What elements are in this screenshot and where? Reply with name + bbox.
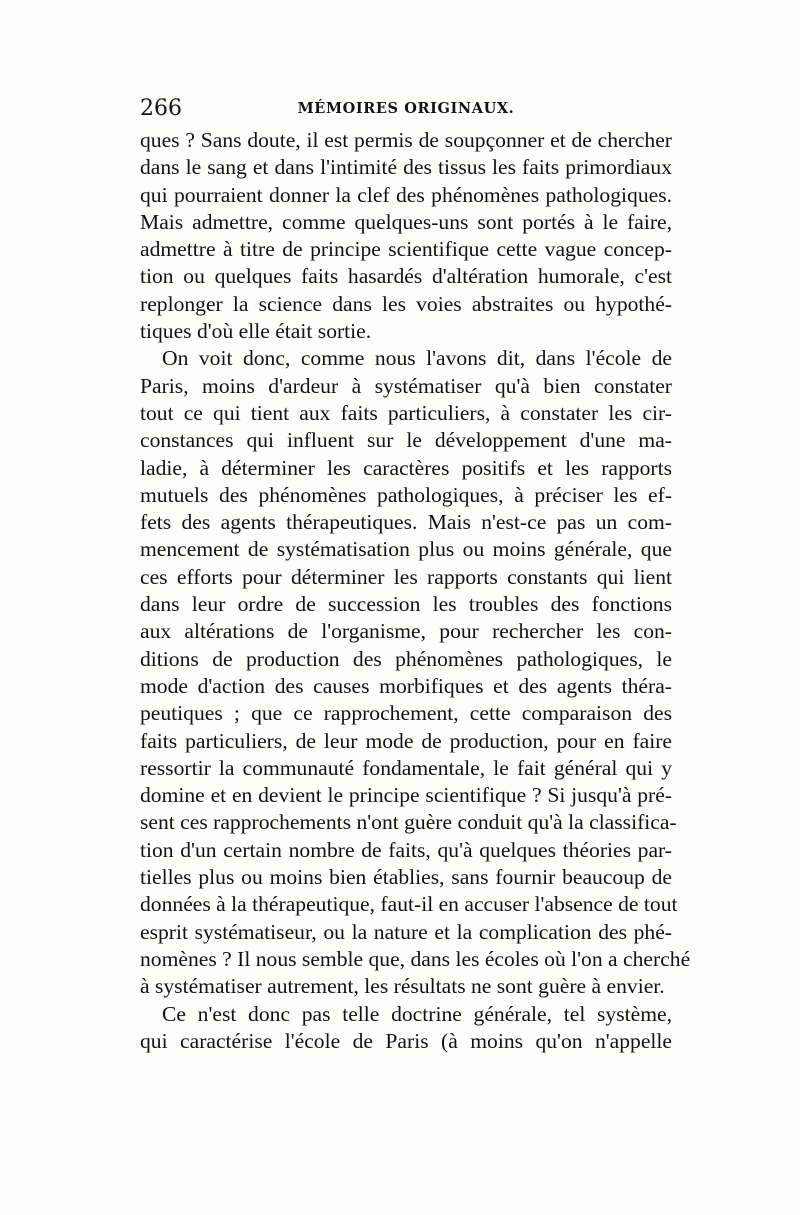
text-line: fets des agents thérapeutiques. Mais n'est-ce pas un com- — [140, 510, 672, 535]
text-line: esprit systématiseur, ou la nature et la complication des phé- — [140, 919, 672, 944]
text-line: tiques d'où elle était sortie. — [140, 319, 372, 344]
text-line: tion d'un certain nombre de faits, qu'à quelques théories par- — [140, 837, 672, 862]
running-head — [140, 96, 672, 126]
text-line: domine et en devient le principe scientifique ? Si jusqu'à pré- — [140, 783, 672, 808]
text-line: dans leur ordre de succession les troubles des fonctions — [140, 592, 672, 617]
text-line: tielles plus ou moins bien établies, sans fournir beaucoup de — [140, 865, 672, 890]
text-line: Paris, moins d'ardeur à systématiser qu'à bien constater — [140, 373, 672, 398]
running-title: MÉMOIRES ORIGINAUX. — [297, 100, 515, 117]
text-line: aux altérations de l'organisme, pour rechercher les con- — [140, 619, 672, 644]
text-line: tout ce qui tient aux faits particuliers, à constater les cir- — [140, 400, 672, 425]
text-line: tion ou quelques faits hasardés d'altération humorale, c'est — [140, 264, 672, 289]
text-line: ladie, à déterminer les caractères positifs et les rapports — [140, 455, 672, 480]
text-line: Ce n'est donc pas telle doctrine générale, tel système, — [162, 1001, 672, 1026]
page-number: 266 — [140, 96, 182, 121]
text-line: à systématiser autrement, les résultats ne sont guère à envier. — [140, 974, 665, 999]
text-line: ces efforts pour déterminer les rapports constants qui lient — [140, 564, 672, 589]
text-line: mutuels des phénomènes pathologiques, à préciser les ef- — [140, 482, 672, 507]
text-line: ressortir la communauté fondamentale, le fait général qui y — [140, 755, 672, 780]
body-text — [140, 127, 691, 1055]
paragraph — [140, 127, 672, 345]
text-line: replonger la science dans les voies abstraites ou hypothé- — [140, 291, 672, 316]
paragraph — [140, 1001, 672, 1056]
text-line: nomènes ? Il nous semble que, dans les écoles où l'on a cherché — [140, 946, 691, 971]
text-line: faits particuliers, de leur mode de production, pour en faire — [140, 728, 672, 753]
text-line: constances qui influent sur le développement d'une ma- — [140, 428, 672, 453]
text-line: ques ? Sans doute, il est permis de soupçonner et de chercher — [140, 128, 672, 152]
text-line: dans le sang et dans l'intimité des tissus les faits primordiaux — [140, 155, 672, 180]
text-line: Mais admettre, comme quelques-uns sont portés à le faire, — [140, 209, 672, 234]
text-line: On voit donc, comme nous l'avons dit, dans l'école de — [162, 346, 672, 371]
text-line: qui pourraient donner la clef des phénomènes pathologiques. — [140, 182, 672, 207]
text-line: mode d'action des causes morbifiques et des agents théra- — [140, 673, 672, 698]
text-line: admettre à titre de principe scientifique cette vague concep- — [140, 237, 672, 262]
text-line: mencement de systématisation plus ou moins générale, que — [140, 537, 672, 562]
text-line: peutiques ; que ce rapprochement, cette comparaison des — [140, 701, 672, 726]
paragraph — [140, 345, 691, 1000]
text-line: qui caractérise l'école de Paris (à moins qu'on n'appelle — [140, 1028, 672, 1053]
text-line: ditions de production des phénomènes pathologiques, le — [140, 646, 672, 671]
text-line: sent ces rapprochements n'ont guère conduit qu'à la classifica- — [140, 810, 677, 835]
text-line: données à la thérapeutique, faut-il en accuser l'absence de tout — [140, 892, 678, 917]
